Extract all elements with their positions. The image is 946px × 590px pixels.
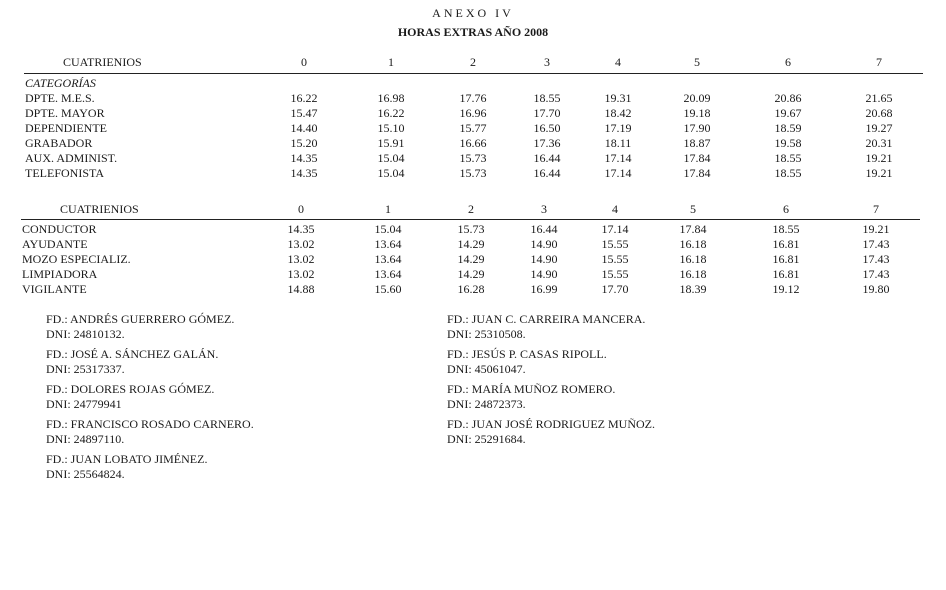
table-cell: 15.04	[377, 151, 405, 165]
table-cell: 16.22	[377, 106, 405, 120]
row-label: DPTE. MAYOR	[25, 106, 105, 120]
table-cell: 17.70	[533, 106, 561, 120]
row-label: MOZO ESPECIALIZ.	[22, 252, 131, 266]
table-cell: 13.02	[287, 252, 315, 266]
table-cell: 16.99	[530, 282, 558, 296]
table-cell: 17.76	[459, 91, 487, 105]
table-cell: 18.55	[774, 151, 802, 165]
signatory-dni: DNI: 24872373.	[447, 397, 526, 411]
table-cell: 14.90	[530, 267, 558, 281]
table-cell: 15.91	[377, 136, 405, 150]
table-cell: 14.29	[457, 237, 485, 251]
column-header: 5	[694, 55, 700, 69]
table-cell: 16.66	[459, 136, 487, 150]
table-cell: 16.44	[533, 151, 561, 165]
table-cell: 16.18	[679, 237, 707, 251]
table-cell: 17.84	[683, 166, 711, 180]
table-cell: 19.67	[774, 106, 802, 120]
table-cell: 18.59	[774, 121, 802, 135]
table-cell: 14.29	[457, 252, 485, 266]
row-label: CONDUCTOR	[22, 222, 97, 236]
table-cell: 13.64	[374, 267, 402, 281]
table-cell: 16.98	[377, 91, 405, 105]
table-cell: 15.10	[377, 121, 405, 135]
signatory-dni: DNI: 45061047.	[447, 362, 526, 376]
signature-block	[447, 347, 655, 382]
table-cell: 14.90	[530, 252, 558, 266]
table-cell: 15.73	[459, 166, 487, 180]
signature-block	[46, 347, 254, 382]
column-header: 6	[785, 55, 791, 69]
table-cell: 15.77	[459, 121, 487, 135]
table-cell: 17.43	[862, 252, 890, 266]
table-cell: 16.28	[457, 282, 485, 296]
signature-block	[447, 382, 655, 417]
table-cell: 16.81	[772, 252, 800, 266]
table-cell: 14.29	[457, 267, 485, 281]
table-cell: 15.47	[290, 106, 318, 120]
table-cell: 20.68	[865, 106, 893, 120]
column-header: 4	[615, 55, 621, 69]
row-label: DPTE. M.E.S.	[25, 91, 95, 105]
signatory-name: FD.: ANDRÉS GUERRERO GÓMEZ.	[46, 312, 235, 326]
table-cell: 18.11	[604, 136, 632, 150]
table-cell: 15.04	[377, 166, 405, 180]
table-cell: 18.39	[679, 282, 707, 296]
table-cell: 18.55	[533, 91, 561, 105]
table-cell: 19.31	[604, 91, 632, 105]
signatory-name: FD.: JESÚS P. CASAS RIPOLL.	[447, 347, 607, 361]
signature-block	[46, 312, 254, 347]
signatory-dni: DNI: 25317337.	[46, 362, 125, 376]
header-rule	[21, 219, 920, 220]
column-header: 6	[783, 202, 789, 216]
signatory-name: FD.: JOSÉ A. SÁNCHEZ GALÁN.	[46, 347, 219, 361]
col-label: CUATRIENIOS	[60, 202, 139, 216]
table-cell: 15.73	[457, 222, 485, 236]
table-cell: 13.02	[287, 237, 315, 251]
table-cell: 15.55	[601, 237, 629, 251]
signatory-name: FD.: JUAN C. CARREIRA MANCERA.	[447, 312, 646, 326]
table-cell: 16.81	[772, 267, 800, 281]
table-cell: 20.09	[683, 91, 711, 105]
signatory-dni: DNI: 24779941	[46, 397, 122, 411]
row-label: AUX. ADMINIST.	[25, 151, 118, 165]
column-header: 2	[470, 55, 476, 69]
document-title: HORAS EXTRAS AÑO 2008	[397, 25, 549, 39]
col-label: CUATRIENIOS	[63, 55, 142, 69]
table-cell: 14.40	[290, 121, 318, 135]
table-cell: 14.35	[287, 222, 315, 236]
table-cell: 14.35	[290, 166, 318, 180]
signatory-name: FD.: MARÍA MUÑOZ ROMERO.	[447, 382, 616, 396]
table-cell: 17.36	[533, 136, 561, 150]
signature-block	[447, 312, 655, 347]
table-cell: 15.04	[374, 222, 402, 236]
table-cell: 20.31	[865, 136, 893, 150]
row-label: DEPENDIENTE	[25, 121, 107, 135]
signatures-right	[447, 312, 655, 452]
table-cell: 17.43	[862, 237, 890, 251]
table-cell: 21.65	[865, 91, 893, 105]
table-cell: 19.80	[862, 282, 890, 296]
row-label: VIGILANTE	[22, 282, 87, 296]
table-cell: 16.50	[533, 121, 561, 135]
table-cell: 19.58	[774, 136, 802, 150]
signatures-left	[46, 312, 254, 487]
signature-block	[447, 417, 655, 452]
section-label: CATEGORÍAS	[25, 76, 96, 90]
signatory-dni: DNI: 25310508.	[447, 327, 526, 341]
signatory-dni: DNI: 24897110.	[46, 432, 125, 446]
row-label: TELEFONISTA	[25, 166, 105, 180]
table-cell: 13.64	[374, 237, 402, 251]
column-header: 0	[301, 55, 307, 69]
table-cell: 20.86	[774, 91, 802, 105]
signature-block	[46, 382, 254, 417]
table-cell: 16.22	[290, 91, 318, 105]
table-cell: 14.88	[287, 282, 315, 296]
table-cell: 17.70	[601, 282, 629, 296]
table-cell: 13.02	[287, 267, 315, 281]
table-cell: 15.60	[374, 282, 402, 296]
table-cell: 17.43	[862, 267, 890, 281]
table-cell: 19.27	[865, 121, 893, 135]
table-cell: 18.87	[683, 136, 711, 150]
table-cell: 19.21	[865, 166, 893, 180]
signatory-dni: DNI: 25564824.	[46, 467, 125, 481]
table-cell: 18.55	[774, 166, 802, 180]
column-header: 3	[544, 55, 550, 69]
table-cell: 16.81	[772, 237, 800, 251]
signature-block	[46, 417, 254, 452]
row-label: GRABADOR	[25, 136, 93, 150]
annex-heading: ANEXO IV	[432, 6, 514, 20]
table-cell: 14.90	[530, 237, 558, 251]
signatory-name: FD.: JUAN JOSÉ RODRIGUEZ MUÑOZ.	[447, 417, 656, 431]
table-cell: 16.44	[533, 166, 561, 180]
column-header: 7	[876, 55, 882, 69]
table-cell: 17.90	[683, 121, 711, 135]
table-cell: 16.18	[679, 267, 707, 281]
signatory-name: FD.: JUAN LOBATO JIMÉNEZ.	[46, 452, 208, 466]
table-cell: 15.73	[459, 151, 487, 165]
signatory-dni: DNI: 25291684.	[447, 432, 526, 446]
row-label: LIMPIADORA	[22, 267, 98, 281]
table-cell: 15.55	[601, 267, 629, 281]
signatory-name: FD.: DOLORES ROJAS GÓMEZ.	[46, 382, 215, 396]
table-cell: 17.19	[604, 121, 632, 135]
column-header: 4	[612, 202, 618, 216]
column-header: 2	[468, 202, 474, 216]
table-cell: 19.18	[683, 106, 711, 120]
row-label: AYUDANTE	[22, 237, 88, 251]
table-cell: 16.44	[530, 222, 558, 236]
table-cell: 14.35	[290, 151, 318, 165]
table-cell: 15.20	[290, 136, 318, 150]
column-header: 3	[541, 202, 547, 216]
table-cell: 16.96	[459, 106, 487, 120]
table-cell: 17.14	[604, 166, 632, 180]
table-cell: 17.14	[604, 151, 632, 165]
column-header: 1	[388, 55, 394, 69]
column-header: 7	[873, 202, 879, 216]
table-cell: 19.12	[772, 282, 800, 296]
signatory-name: FD.: FRANCISCO ROSADO CARNERO.	[46, 417, 254, 431]
column-header: 1	[385, 202, 391, 216]
table-cell: 18.55	[772, 222, 800, 236]
signature-block	[46, 452, 254, 487]
signatory-dni: DNI: 24810132.	[46, 327, 125, 341]
table-cell: 13.64	[374, 252, 402, 266]
table-cell: 19.21	[862, 222, 890, 236]
table-cell: 16.18	[679, 252, 707, 266]
table-cell: 17.84	[683, 151, 711, 165]
column-header: 0	[298, 202, 304, 216]
table-cell: 19.21	[865, 151, 893, 165]
table-cell: 17.14	[601, 222, 629, 236]
table-cell: 15.55	[601, 252, 629, 266]
table-cell: 17.84	[679, 222, 707, 236]
column-header: 5	[690, 202, 696, 216]
table-cell: 18.42	[604, 106, 632, 120]
